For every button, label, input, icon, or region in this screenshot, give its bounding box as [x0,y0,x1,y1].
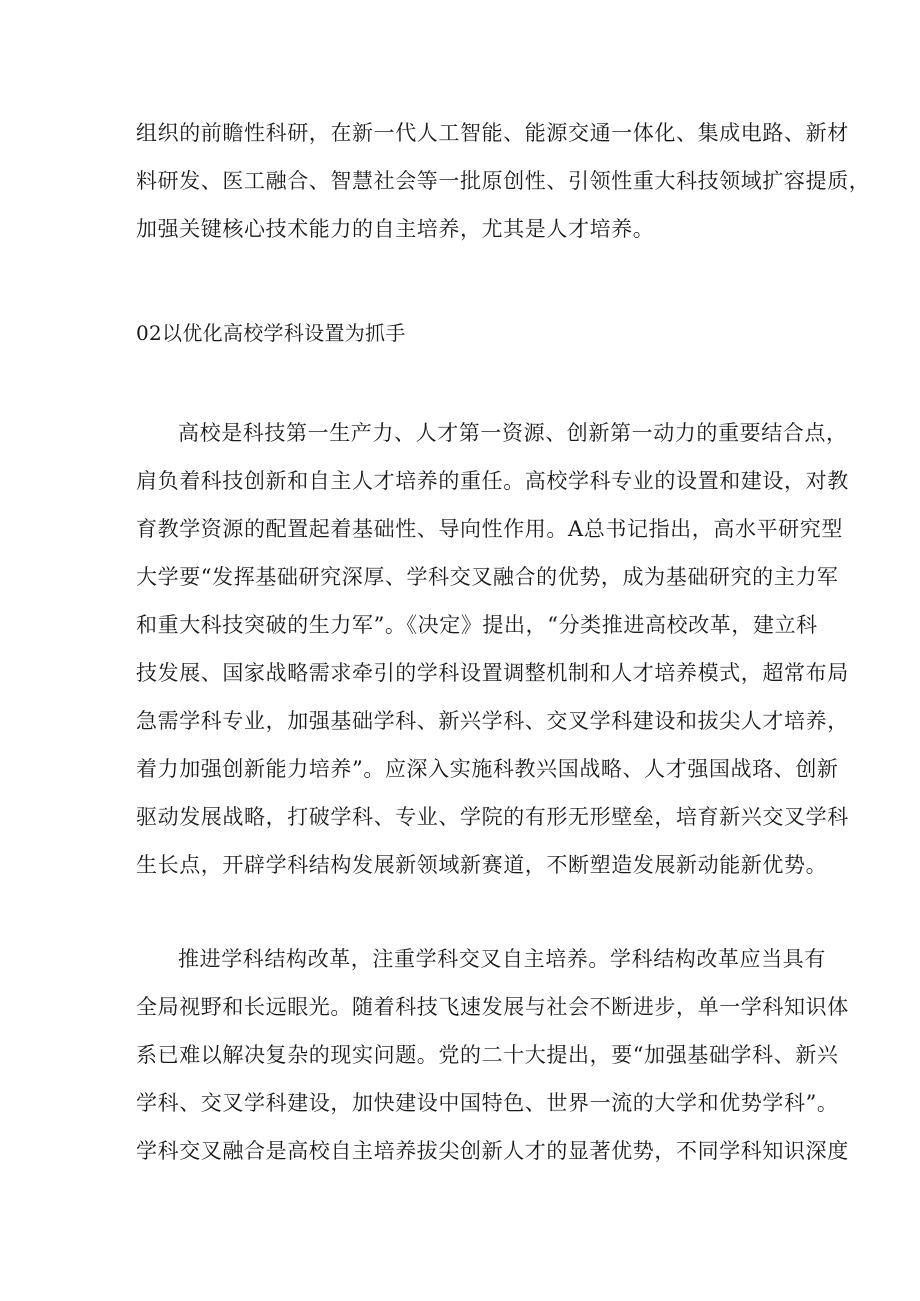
section-heading: 02以优化高校学科设置为抓手 [136,321,406,345]
paragraph-2-line-3: 育教学资源的配置起着基础性、导向性作用。A总书记指出，高水平研究型 [136,517,843,541]
paragraph-1-line-2: 料研发、医工融合、智慧社会等一批原创性、引领性重大科技领域扩容提质， [136,169,871,193]
paragraph-2-line-10: 生长点，开辟学科结构发展新领域新赛道，不断塑造发展新动能新优势。 [136,853,828,877]
paragraph-2-line-1: 高校是科技第一生产力、人才第一资源、创新第一动力的重要结合点， [178,421,848,445]
paragraph-3-line-3: 系已难以解决复杂的现实问题。党的二十大提出，要“加强基础学科、新兴 [136,1043,839,1067]
paragraph-2-line-7: 急需学科专业，加强基础学科、新兴学科、交叉学科建设和拔尖人才培养， [136,709,849,733]
paragraph-3-line-1: 推进学科结构改革，注重学科交叉自主培养。学科结构改革应当具有 [178,947,826,971]
paragraph-1-line-3: 加强关键核心技术能力的自主培养，尤其是人才培养。 [136,217,655,241]
paragraph-2-line-8: 着力加强创新能力培养”。应深入实施科教兴国战略、人才强国战珞、创新 [136,757,839,781]
paragraph-3-line-2: 全局视野和长远眼光。随着科技飞速发展与社会不断进步，单一学科知识体 [136,995,849,1019]
paragraph-2-line-6: 技发展、国家战略需求牵引的学科设置调整机制和人才培养模式，超常布局 [136,661,849,685]
paragraph-2-line-5: 和重大科技突破的生力军”。《决定》提出，“分类推进高校改革，建立科 [136,613,818,637]
paragraph-2-line-4: 大学要“发挥基础研究深厚、学科交叉融合的优势，成为基础研究的主力军 [136,565,839,589]
paragraph-1-line-1: 组织的前瞻性科研，在新一代人工智能、能源交通一体化、集成电路、新材 [136,121,849,145]
paragraph-2-line-9: 驱动发展战略，打破学科、专业、学院的有形无形壁垒，培育新兴交叉学科 [136,805,849,829]
paragraph-2-line-2: 肩负着科技创新和自主人才培养的重任。高校学科专业的设置和建设，对教 [136,469,849,493]
paragraph-3-line-5: 学科交叉融合是高校自主培养拔尖创新人才的显著优势，不同学科知识深度 [136,1139,849,1163]
paragraph-3-line-4: 学科、交叉学科建设，加快建设中国特色、世界一流的大学和优势学科”。 [136,1091,839,1115]
